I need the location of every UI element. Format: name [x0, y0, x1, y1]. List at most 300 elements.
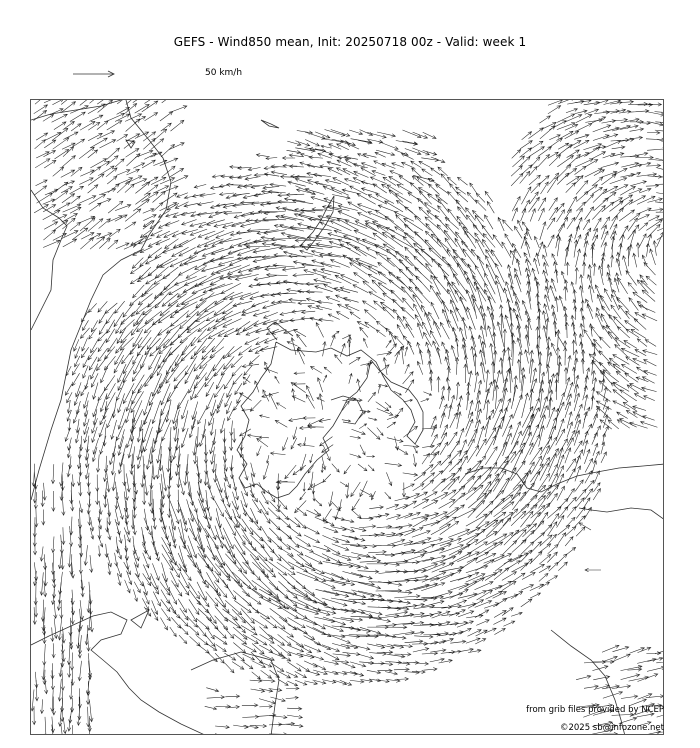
wind-arrow: [539, 573, 548, 581]
wind-arrow: [429, 248, 448, 265]
wind-arrow: [225, 617, 241, 628]
wind-arrow: [124, 141, 134, 149]
wind-arrow: [376, 553, 395, 556]
wind-arrow: [572, 367, 576, 384]
wind-arrow: [90, 115, 103, 121]
wind-arrow: [502, 485, 521, 502]
wind-arrow: [179, 238, 196, 247]
wind-arrow: [575, 159, 593, 167]
wind-arrow: [88, 133, 102, 141]
wind-arrow: [324, 634, 345, 638]
wind-arrow: [404, 399, 413, 402]
wind-arrow: [450, 441, 460, 455]
wind-arrow: [90, 517, 94, 531]
wind-arrow: [329, 144, 342, 150]
wind-arrow: [530, 552, 542, 564]
wind-arrow: [233, 193, 250, 197]
wind-arrow: [471, 346, 475, 366]
wind-arrow: [317, 378, 322, 392]
wind-arrow: [592, 228, 597, 240]
wind-arrow: [448, 476, 460, 489]
wind-arrow: [374, 161, 386, 167]
wind-arrow: [145, 113, 158, 121]
wind-arrow: [576, 202, 585, 211]
wind-arrow: [244, 365, 252, 375]
wind-arrow: [628, 218, 637, 231]
wind-arrow: [117, 181, 130, 193]
wind-arrow: [243, 194, 261, 199]
wind-arrow: [349, 374, 352, 384]
wind-arrow: [441, 473, 455, 483]
wind-arrow: [630, 128, 644, 132]
wind-arrow: [342, 663, 356, 669]
wind-arrow: [385, 591, 412, 595]
wind-arrow: [403, 445, 419, 449]
wind-arrow: [387, 344, 397, 356]
wind-arrow: [422, 169, 433, 176]
wind-arrow: [574, 393, 580, 411]
wind-arrow: [242, 715, 258, 719]
wind-arrow: [233, 627, 247, 639]
wind-arrow: [198, 609, 212, 621]
wind-arrow: [576, 498, 584, 508]
wind-arrow: [387, 654, 405, 658]
wind-arrow: [230, 421, 233, 436]
wind-arrow: [279, 319, 295, 323]
wind-arrow: [628, 225, 639, 240]
wind-arrow: [278, 653, 291, 661]
wind-arrow: [261, 571, 278, 590]
wind-arrow: [211, 400, 216, 416]
wind-arrow: [403, 336, 411, 347]
wind-arrow: [551, 343, 557, 355]
wind-arrow: [518, 220, 523, 231]
wind-arrow: [90, 159, 106, 168]
wind-arrow: [575, 166, 587, 174]
wind-arrow: [657, 223, 664, 231]
wind-arrow: [522, 301, 530, 321]
wind-arrow: [92, 418, 98, 433]
wind-arrow: [179, 626, 188, 635]
wind-arrow: [601, 257, 605, 276]
wind-arrow: [526, 259, 531, 275]
wind-arrow: [557, 210, 565, 222]
wind-arrow: [378, 385, 381, 394]
wind-arrow: [206, 365, 216, 381]
wind-arrow: [439, 544, 463, 553]
wind-arrow: [648, 216, 659, 221]
wind-arrow: [217, 393, 224, 409]
wind-arrow: [337, 144, 349, 150]
wind-arrow: [232, 618, 245, 633]
wind-arrow: [197, 301, 216, 316]
wind-arrow: [207, 482, 214, 500]
wind-arrow: [415, 216, 431, 230]
wind-arrow: [350, 436, 361, 439]
wind-arrow: [340, 626, 361, 631]
wind-arrow: [584, 147, 600, 157]
wind-arrow: [575, 110, 587, 114]
wind-arrow: [579, 523, 591, 530]
wind-arrow: [308, 305, 323, 310]
wind-arrow: [223, 222, 242, 228]
wind-arrow: [68, 546, 72, 567]
wind-arrow: [513, 309, 521, 329]
wind-arrow: [521, 209, 526, 222]
wind-arrow: [277, 292, 296, 296]
wind-arrow: [400, 347, 404, 364]
coastlines: [31, 100, 664, 735]
wind-arrow: [207, 609, 217, 623]
wind-arrow: [331, 188, 349, 196]
wind-arrow: [355, 247, 376, 259]
wind-arrow: [482, 225, 493, 240]
wind-arrow: [99, 312, 106, 324]
wind-arrow: [79, 196, 96, 204]
wind-arrow: [108, 240, 118, 249]
wind-arrow: [450, 310, 458, 329]
wind-arrow: [385, 672, 397, 675]
wind-arrow: [337, 160, 352, 167]
wind-arrow: [161, 144, 175, 157]
wind-arrow: [261, 679, 275, 682]
wind-arrow: [413, 518, 428, 527]
wind-arrow: [165, 221, 179, 227]
wind-arrow: [378, 205, 396, 212]
wind-arrow: [125, 580, 131, 593]
wind-arrow: [584, 101, 600, 105]
wind-arrow: [464, 364, 468, 383]
wind-arrow: [555, 379, 559, 400]
wind-arrow: [503, 329, 507, 356]
wind-arrow: [42, 510, 45, 526]
wind-arrow: [539, 582, 550, 588]
wind-arrow: [152, 536, 159, 556]
wind-arrow: [576, 249, 581, 267]
wind-arrow: [160, 112, 173, 122]
wind-arrow: [303, 482, 305, 491]
wind-arrow: [487, 201, 494, 213]
wind-arrow: [459, 581, 477, 590]
wind-arrow: [43, 483, 47, 500]
wind-arrow: [69, 707, 72, 723]
wind-arrow: [331, 527, 346, 531]
wind-arrow: [309, 156, 323, 159]
wind-arrow: [292, 310, 306, 313]
wind-arrow: [372, 280, 386, 294]
wind-arrow: [152, 400, 161, 423]
wind-arrow: [177, 464, 181, 487]
wind-arrow: [648, 159, 664, 163]
wind-arrow: [205, 706, 217, 710]
wind-arrow: [135, 117, 146, 123]
wind-arrow: [252, 644, 264, 654]
wind-arrow: [419, 191, 431, 204]
wind-arrow: [44, 140, 56, 148]
wind-arrow: [65, 384, 72, 395]
wind-arrow: [293, 274, 314, 278]
wind-arrow: [396, 524, 413, 528]
wind-arrow: [395, 447, 408, 455]
wind-arrow: [223, 501, 232, 520]
wind-arrow: [322, 456, 326, 470]
wind-arrow: [96, 454, 100, 472]
wind-arrow: [315, 500, 322, 506]
wind-arrow: [557, 173, 569, 184]
wind-arrow: [622, 364, 637, 373]
wind-arrow: [529, 197, 540, 212]
wind-arrows: [31, 100, 664, 735]
wind-arrow: [521, 530, 534, 543]
wind-arrow: [403, 554, 425, 562]
wind-arrow: [458, 572, 479, 580]
wind-arrow: [90, 203, 102, 211]
wind-arrow: [69, 456, 72, 468]
wind-arrow: [412, 530, 430, 537]
wind-arrow: [656, 168, 664, 174]
wind-arrow: [571, 315, 575, 329]
wind-arrow: [252, 672, 261, 679]
wind-arrow: [320, 222, 341, 231]
wind-arrow: [190, 636, 201, 646]
wind-arrow: [234, 400, 241, 410]
wind-arrow: [107, 176, 117, 184]
wind-arrow: [624, 340, 637, 348]
wind-arrow: [243, 735, 256, 736]
wind-arrow: [628, 283, 637, 294]
wind-arrow: [495, 264, 504, 283]
wind-arrow: [305, 618, 325, 629]
wind-arrow: [151, 230, 163, 236]
wind-arrow: [78, 688, 81, 708]
wind-arrow: [610, 224, 617, 238]
wind-arrow: [547, 218, 555, 230]
wind-arrow: [494, 351, 498, 373]
wind-arrow: [546, 319, 550, 339]
wind-arrow: [414, 635, 433, 639]
wind-arrow: [614, 278, 619, 292]
wind-arrow: [267, 455, 269, 463]
wind-arrow: [232, 474, 237, 490]
wind-arrow: [205, 626, 214, 639]
wind-arrow: [133, 100, 148, 103]
wind-arrow: [436, 195, 448, 205]
wind-arrow: [181, 519, 187, 544]
wind-arrow: [466, 529, 485, 544]
wind-arrow: [564, 368, 568, 385]
wind-arrow: [361, 188, 378, 194]
wind-arrow: [646, 652, 660, 655]
wind-arrow: [389, 272, 405, 285]
wind-arrow: [386, 472, 392, 485]
wind-arrow: [83, 355, 89, 367]
wind-arrow: [97, 100, 108, 104]
wind-arrow: [414, 304, 423, 321]
wind-arrow: [54, 600, 58, 618]
wind-arrow: [449, 600, 466, 607]
wind-arrow: [306, 654, 323, 660]
wind-arrow: [459, 628, 472, 634]
coastline-africa: [31, 612, 279, 735]
wind-arrow: [642, 290, 655, 301]
wind-arrow: [531, 183, 541, 193]
wind-arrow: [286, 687, 299, 690]
wind-arrow: [52, 114, 68, 122]
wind-arrow: [440, 322, 449, 339]
wind-arrow: [179, 247, 196, 256]
wind-arrow: [323, 342, 327, 357]
wind-arrow: [133, 179, 147, 185]
wind-arrow: [445, 217, 459, 229]
wind-arrow: [522, 393, 529, 418]
wind-arrow: [646, 276, 656, 285]
wind-arrow: [264, 312, 278, 318]
wind-arrow: [430, 370, 433, 383]
wind-arrow: [286, 696, 299, 699]
wind-arrow: [567, 422, 573, 438]
wind-arrow: [574, 240, 578, 258]
wind-arrow: [275, 376, 279, 383]
wind-arrow: [601, 162, 619, 168]
wind-arrow: [576, 191, 588, 201]
wind-arrow: [522, 414, 534, 436]
wind-arrow: [106, 113, 124, 121]
wind-arrow: [233, 301, 252, 307]
wind-arrow: [467, 461, 482, 475]
wind-arrow: [325, 179, 341, 184]
wind-arrow: [126, 555, 130, 569]
wind-arrow: [539, 208, 545, 221]
wind-arrow: [395, 150, 408, 156]
wind-arrow: [34, 598, 38, 617]
wind-arrow: [197, 213, 214, 217]
wind-arrow: [44, 717, 48, 735]
wind-arrow: [133, 329, 143, 347]
wind-arrow: [572, 340, 576, 355]
wind-arrow: [126, 428, 133, 448]
wind-arrow: [383, 293, 397, 303]
wind-arrow: [144, 518, 152, 535]
wind-arrow: [603, 691, 623, 698]
wind-arrow: [259, 705, 272, 708]
wind-arrow: [88, 219, 103, 232]
wind-arrow: [385, 626, 407, 630]
wind-arrow: [63, 717, 67, 733]
coastline-new-zealand: [301, 196, 334, 250]
wind-arrow: [567, 412, 572, 429]
wind-arrow: [357, 194, 376, 205]
wind-arrow: [135, 182, 149, 193]
wind-arrow: [261, 509, 270, 524]
wind-arrow: [133, 200, 149, 212]
wind-arrow: [655, 130, 664, 133]
wind-arrow: [359, 424, 366, 429]
wind-arrow: [160, 618, 167, 630]
wind-arrow: [170, 627, 177, 637]
wind-arrow: [257, 446, 261, 456]
wind-arrow: [485, 436, 496, 455]
wind-arrow: [595, 285, 602, 302]
wind-arrow: [53, 233, 67, 240]
wind-arrow: [548, 507, 562, 519]
wind-arrow: [522, 132, 532, 140]
wind-arrow: [352, 429, 366, 435]
wind-arrow: [241, 481, 248, 496]
wind-arrow: [144, 153, 156, 159]
wind-arrow: [297, 554, 312, 566]
wind-arrow: [610, 654, 630, 662]
wind-arrow: [566, 527, 576, 536]
wind-arrow: [594, 407, 600, 419]
wind-arrow: [422, 513, 439, 519]
wind-arrow: [511, 166, 522, 177]
wind-arrow: [638, 215, 649, 220]
wind-arrow: [342, 571, 363, 577]
wind-arrow: [233, 725, 248, 729]
wind-arrow: [376, 402, 389, 411]
wind-arrow: [468, 400, 473, 418]
wind-arrow: [68, 663, 72, 678]
wind-arrow: [642, 314, 657, 321]
wind-arrow: [310, 472, 313, 487]
wind-arrow: [644, 360, 657, 367]
wind-arrow: [378, 662, 392, 666]
wind-arrow: [107, 473, 110, 492]
wind-arrow: [536, 345, 540, 365]
wind-arrow: [275, 420, 287, 427]
wind-arrow: [333, 517, 345, 521]
wind-arrow: [591, 246, 595, 265]
wind-arrow: [215, 734, 227, 735]
wind-arrow: [71, 590, 75, 605]
wind-arrow: [287, 288, 304, 292]
wind-arrow: [316, 323, 323, 338]
wind-arrow: [462, 338, 466, 358]
wind-arrow: [358, 464, 367, 471]
wind-arrow: [502, 572, 517, 581]
wind-arrow: [35, 186, 47, 195]
wind-arrow: [182, 410, 188, 431]
wind-arrow: [322, 645, 340, 652]
wind-arrow: [125, 535, 128, 552]
wind-arrow: [404, 233, 422, 248]
wind-arrow: [287, 707, 302, 711]
wind-arrow: [189, 375, 198, 393]
wind-arrow: [655, 121, 664, 124]
wind-arrow: [628, 245, 632, 259]
wind-arrow: [530, 447, 542, 464]
wind-arrow: [169, 283, 189, 295]
wind-arrow: [36, 180, 48, 186]
wind-arrow: [216, 483, 224, 502]
wind-arrow: [565, 537, 573, 547]
wind-arrow: [450, 413, 457, 428]
wind-arrow: [84, 545, 88, 565]
wind-arrow: [440, 521, 459, 534]
wind-arrow: [494, 502, 514, 517]
wind-arrow: [368, 550, 386, 554]
wind-arrow: [121, 329, 134, 343]
wind-arrow: [151, 177, 166, 184]
wind-arrow: [331, 598, 357, 604]
wind-arrow: [279, 518, 290, 528]
wind-arrow: [273, 264, 295, 267]
wind-arrow: [322, 535, 338, 542]
wind-arrow: [383, 177, 396, 185]
wind-arrow: [52, 643, 55, 658]
wind-arrow: [331, 259, 350, 267]
wind-arrow: [480, 306, 485, 330]
